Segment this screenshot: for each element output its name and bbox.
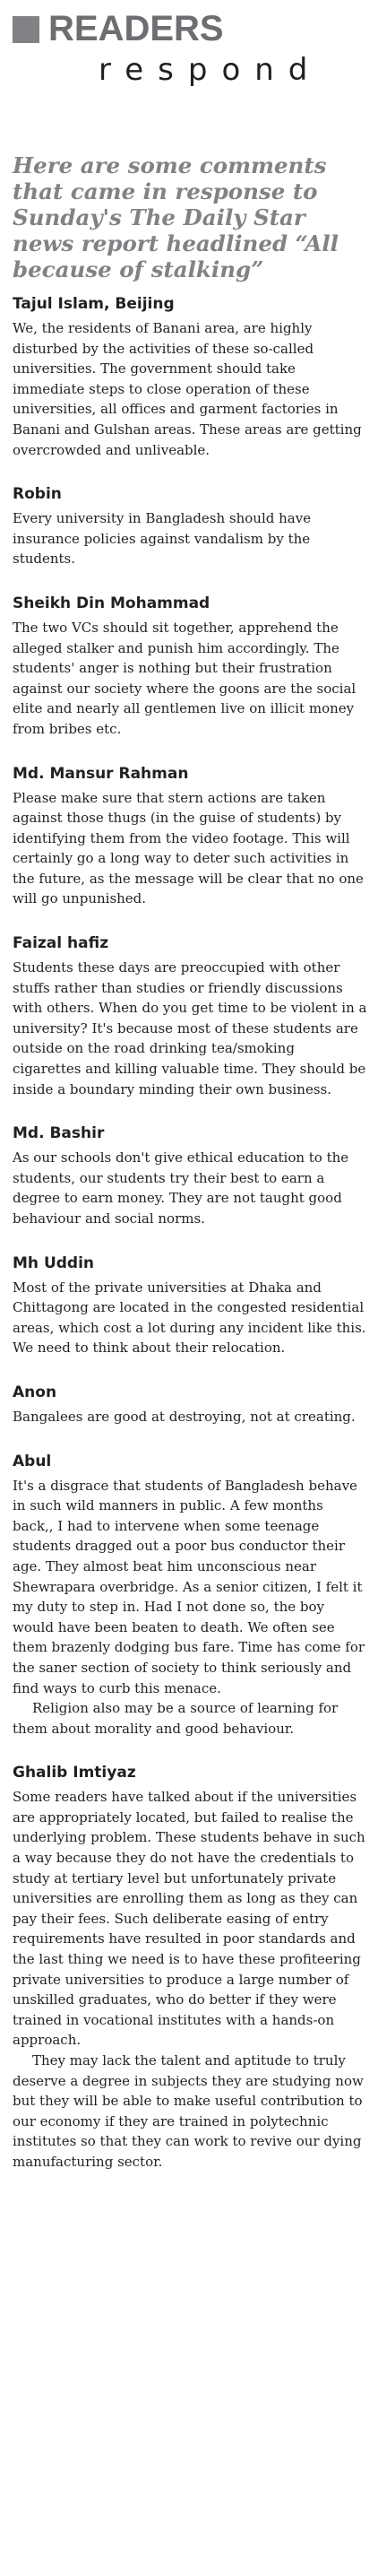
comment-author: Faizal hafiz — [13, 934, 109, 953]
comment-text: The two VCs should sit together, apprehend the alleged stalker and punish him accordingly. The students' anger is nothing but their frustration against our society where the goons are the social elite and nearly all gentlemen live on illicit money from bribes etc. — [13, 619, 357, 737]
comment-author: Md. Mansur Rahman — [13, 764, 189, 783]
comment-author: Sheikh Din Mohammad — [13, 594, 210, 612]
comment-author: Md. Bashir — [13, 1124, 105, 1143]
comment-author: Anon — [13, 1383, 57, 1401]
comment — [13, 593, 367, 740]
masthead-title: READERS — [48, 9, 224, 48]
comment — [13, 932, 367, 1099]
comment-text: Bangalees are good at destroying, not at creating. — [13, 1408, 356, 1425]
comment — [13, 1123, 367, 1228]
comment — [13, 483, 367, 569]
comment-author: Abul — [13, 1452, 52, 1470]
comment-text: Please make sure that stern actions are taken against those thugs (in the guise of students) by identifying them from the video footage. This will certainly go a long way to deter such activities in the future, as the message will be clear that no one will go unpunished. — [13, 789, 364, 907]
masthead-block — [13, 16, 39, 43]
comment — [13, 1253, 367, 1358]
comment-author: Robin — [13, 485, 62, 504]
comment-text: As our schools don't give ethical education to the students, our students try their best to earn a degree to earn money. They are not taught good behaviour and social norms. — [13, 1149, 349, 1227]
comment-author: Mh Uddin — [13, 1253, 95, 1272]
comment — [13, 763, 367, 910]
comment-text: Students these days are preoccupied with other stuffs rather than studies or friendly discussions with others. When do you get time to be violent in a university? It's because most of these students are outside on the road drinking tea/smoking cigarettes and killing valuable time. They should be inside a boundary minding their own business. — [13, 959, 367, 1097]
masthead-subtitle: respond — [99, 52, 322, 88]
comment-text: Religion also may be a source of learning for them about morality and good behaviour. — [13, 1700, 339, 1737]
comment — [13, 1451, 367, 1739]
comment-author: Tajul Islam, Beijing — [13, 295, 175, 313]
comment — [13, 293, 367, 460]
intro-text: Here are some comments that came in response to Sunday's The Daily Star news report headlined “All because of stalking” — [13, 152, 339, 282]
masthead — [13, 9, 367, 95]
comment-text: Every university in Bangladesh should have insurance policies against vandalism by the students. — [13, 510, 312, 568]
comment-text: It's a disgrace that students of Bangladesh behave in such wild manners in public. A few months back,, I had to intervene when some teenage students dragged out a poor bus conductor their age. They almost beat him unconscious near Shewrapara overbridge. As a senior citizen, I felt it my duty to step in. Had I not done so, the boy would have been beaten to death. We often see them brazenly dodging bus fare. Time has come for the saner section of society to think seriously and find ways to curb this menace. — [13, 1477, 365, 1696]
comment-text: We, the residents of Banani area, are highly disturbed by the activities of these so-called universities. The government should take immediate steps to close operation of these universities, all offices and garment factories in Banani and Gulshan areas. These areas are getting overcrowded and unliveable. — [13, 320, 362, 458]
comment — [13, 1762, 367, 2172]
comment-author: Ghalib Imtiyaz — [13, 1764, 136, 1782]
comment — [13, 1382, 367, 1427]
comment-text: They may lack the talent and aptitude to truly deserve a degree in subjects they are studying now but they will be able to make useful contribution to our economy if they are trained in polytechnic institutes so that they can work to revive our dying manufacturing sector. — [13, 2052, 364, 2170]
comment-text: Some readers have talked about if the universities are appropriately located, but failed to realise the underlying problem. These students behave in such a way because they do not have the credentials to study at tertiary level but unfortunately private universities are enrolling them as long as they can pay their fees. Such deliberate easing of entry requirements have resulted in poor standards and the last thing we need is to have these profiteering private universities to produce a large number of unskilled graduates, who do better if they were trained in vocational institutes with a hands-on approach. — [13, 1789, 365, 2049]
comment-text: Most of the private universities at Dhaka and Chittagong are located in the congested residential areas, which cost a lot during any incident like this. We need to think about their relocation. — [13, 1279, 366, 1357]
